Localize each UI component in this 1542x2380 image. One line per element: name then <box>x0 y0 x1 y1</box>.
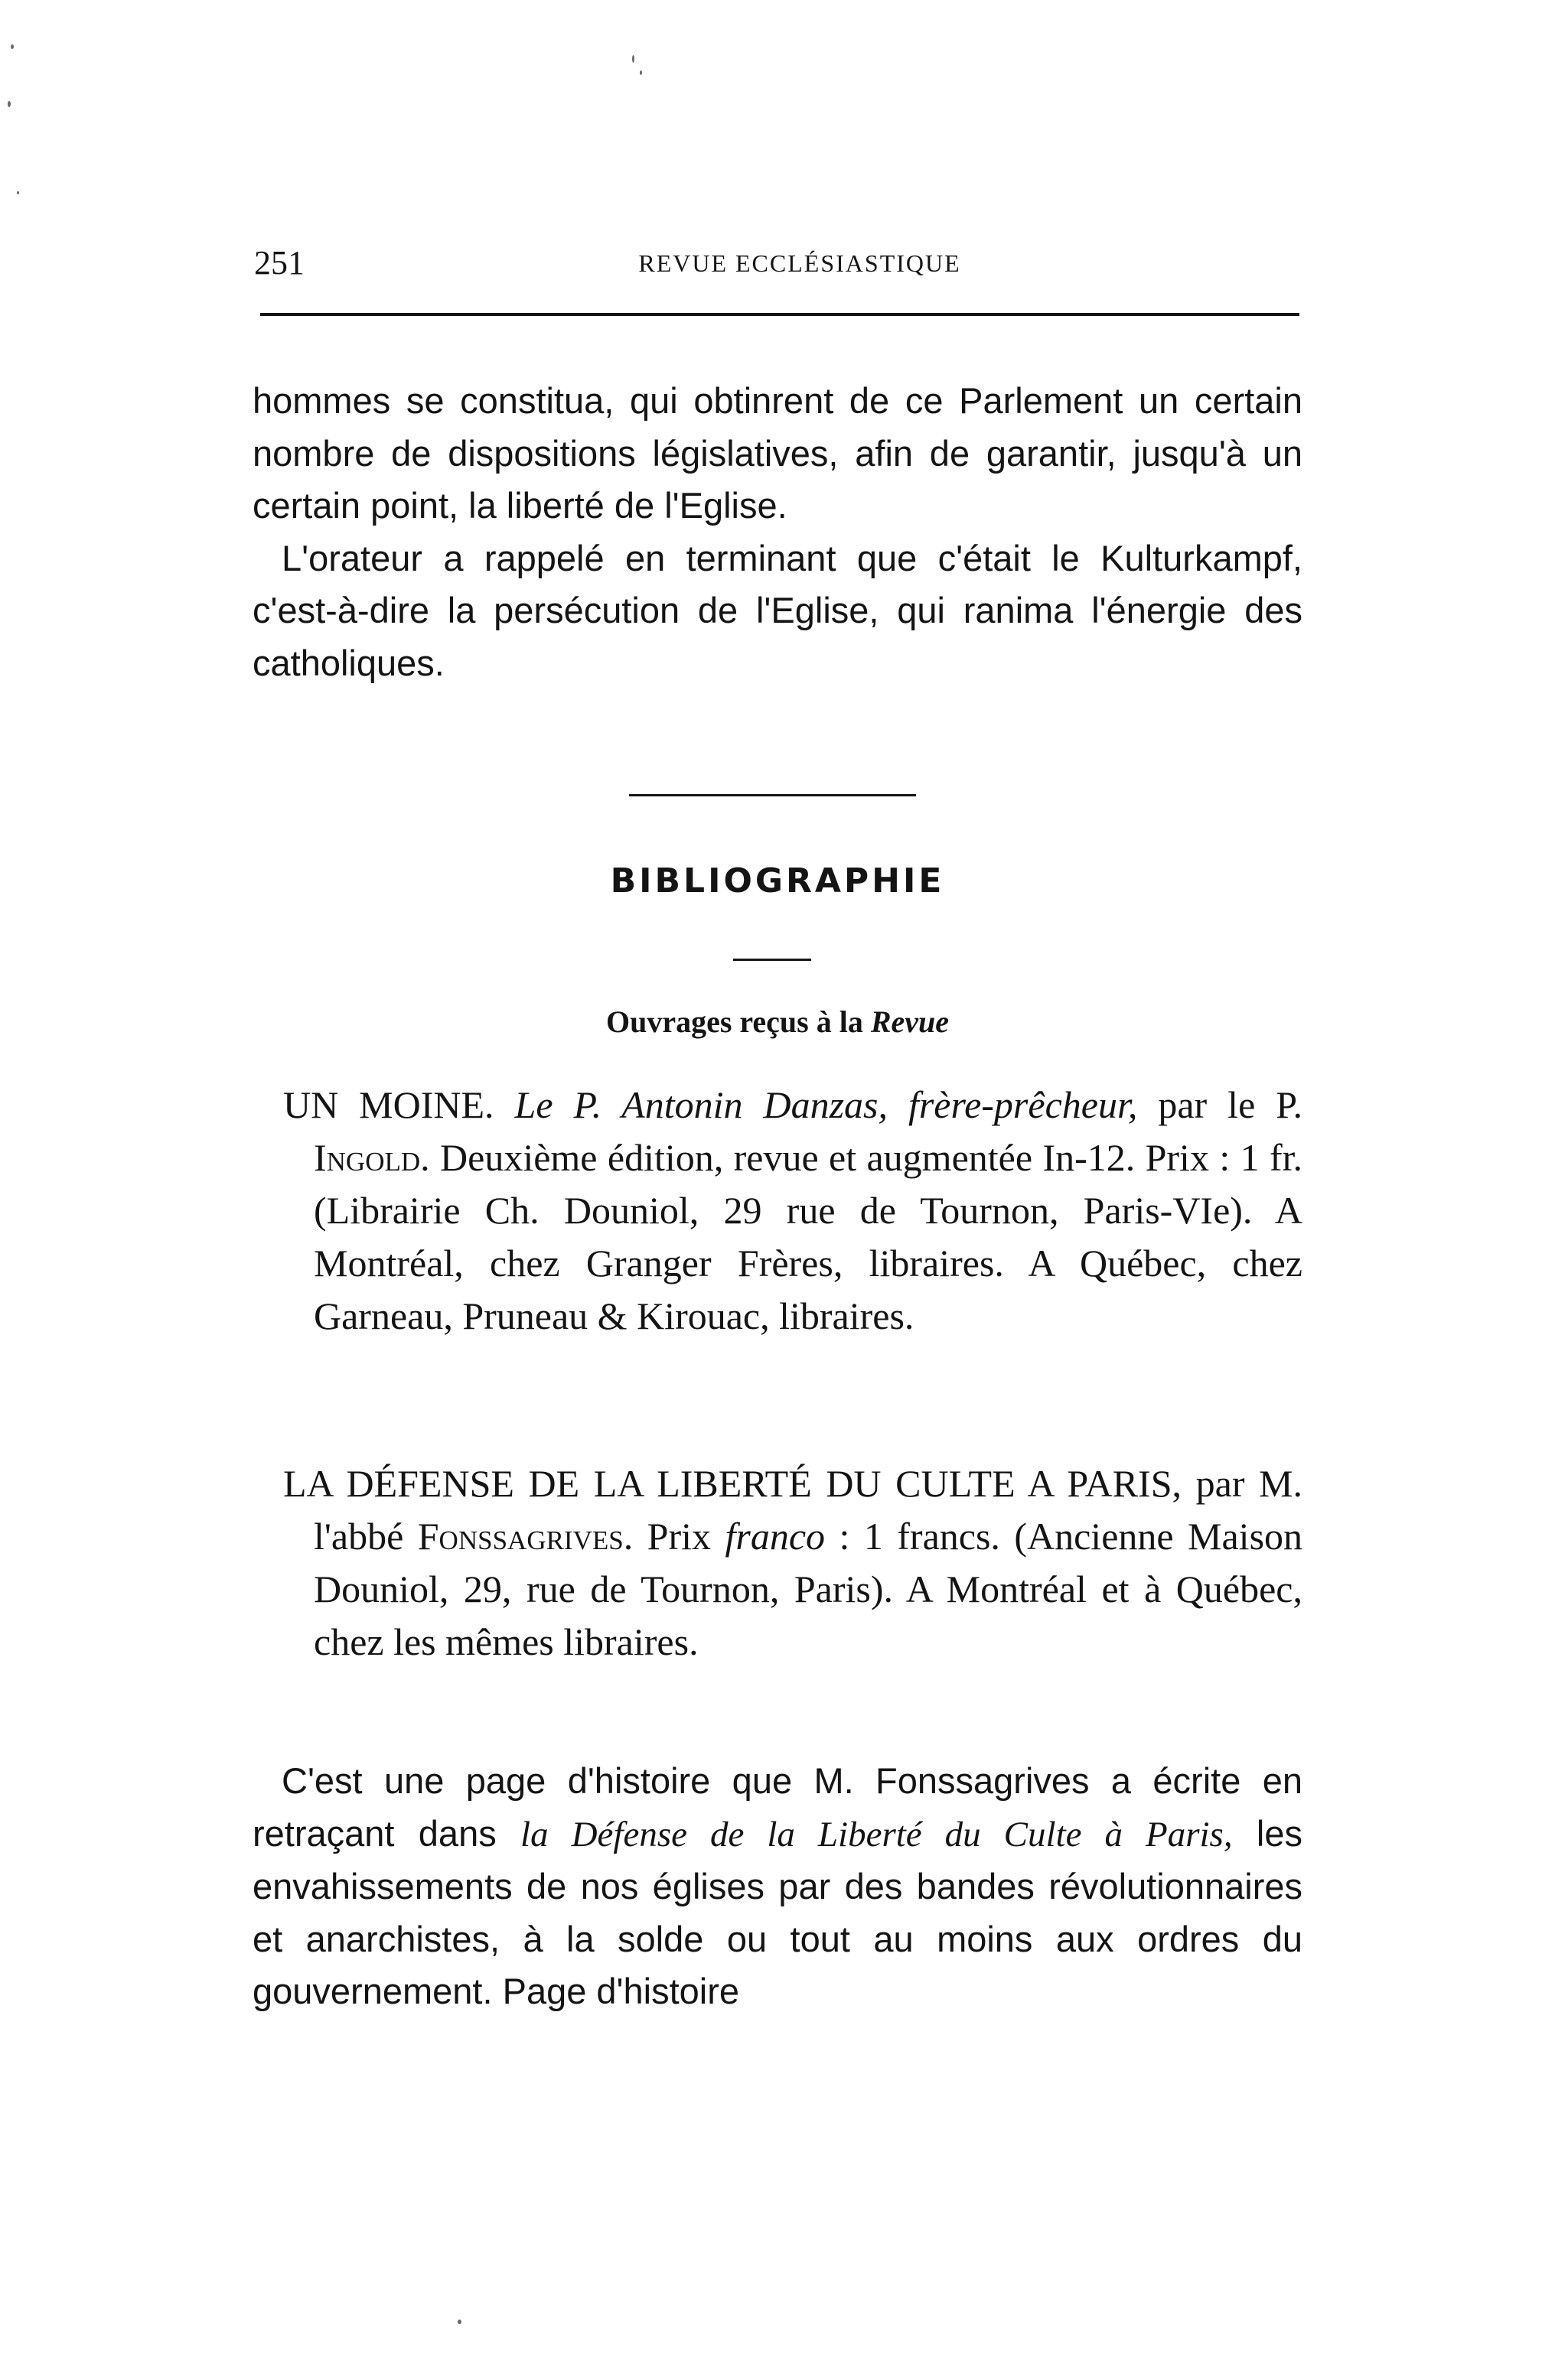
section-subheading <box>253 1004 1302 1040</box>
review-text-part-2: les envahissements de nos églises par des bandes révolutionnaires et anarchistes, à la solde ou tout au moins aux ordres du gouvernement. Page d'histoire <box>253 1812 1303 2011</box>
page-number: 251 <box>254 244 305 282</box>
entry-by: par M. l'abbé <box>314 1462 1303 1558</box>
subheading-revue: Revue <box>870 1004 950 1039</box>
subheading-text: Ouvrages reçus à la <box>605 1004 871 1039</box>
intro-text <box>253 375 1302 689</box>
section-separator-rule <box>629 794 916 796</box>
review-text <box>253 1755 1302 2018</box>
review-text-part-1: C'est une page d'histoire que M. Fonssagrives a écrite en retraçant dans <box>253 1760 1302 1854</box>
scan-speck <box>640 70 642 75</box>
scan-speck <box>11 44 14 49</box>
intro-paragraph-1: hommes se constitua, qui obtinrent de ce Parlement un certain nombre de dispositions législatives, afin de garantir, jusqu'à un certain point, la liberté de l'Eglise. <box>253 380 1302 526</box>
page-header <box>254 243 1299 286</box>
bibliography-entry <box>283 1079 1302 1343</box>
intro-paragraph-2: L'orateur a rappelé en terminant que c'était le Kulturkampf, c'est-à-dire la persécution de l'Eglise, qui ranima l'énergie des catholiques. <box>253 537 1302 683</box>
scan-speck <box>458 2320 461 2324</box>
scan-speck <box>632 55 634 63</box>
entry-details: Deuxième édition, revue et augmentée In-12. Prix : 1 fr. (Librairie Ch. Douniol, 29 rue de Tournon, Paris-VIe). A Montréal, chez Granger Frères, libraires. A Québec, chez Garneau, Pruneau & Kirouac, libraires. <box>314 1136 1303 1337</box>
entry-price-italic: franco <box>725 1515 826 1558</box>
entry-title: LA DÉFENSE DE LA LIBERTÉ DU CULTE A PARIS, <box>283 1462 1182 1505</box>
entry-price-label: Prix <box>647 1515 712 1558</box>
entry-author: Ingold. <box>314 1136 430 1179</box>
entry-by: par le P. <box>1158 1083 1302 1126</box>
entry-subject: Le P. Antonin Danzas, frère-prêcheur, <box>514 1083 1138 1126</box>
review-book-title: la Défense de la Liberté du Culte à Paris, <box>520 1814 1233 1854</box>
title-underline-rule <box>733 959 811 961</box>
entry-title: UN MOINE. <box>283 1083 494 1126</box>
entry-author: Fonssagrives. <box>417 1515 634 1558</box>
section-title: BIBLIOGRAPHIE <box>610 861 945 900</box>
header-rule <box>260 313 1299 316</box>
bibliography-entry <box>283 1457 1302 1669</box>
review-paragraph <box>253 1755 1302 2018</box>
running-head: REVUE ECCLÉSIASTIQUE <box>638 249 961 277</box>
entry-details: : 1 francs. (Ancienne Maison Douniol, 29, rue de Tournon, Paris). A Montréal et à Québec, chez les mêmes libraires. <box>314 1515 1303 1663</box>
scan-speck <box>17 191 19 194</box>
scan-speck <box>8 101 11 107</box>
